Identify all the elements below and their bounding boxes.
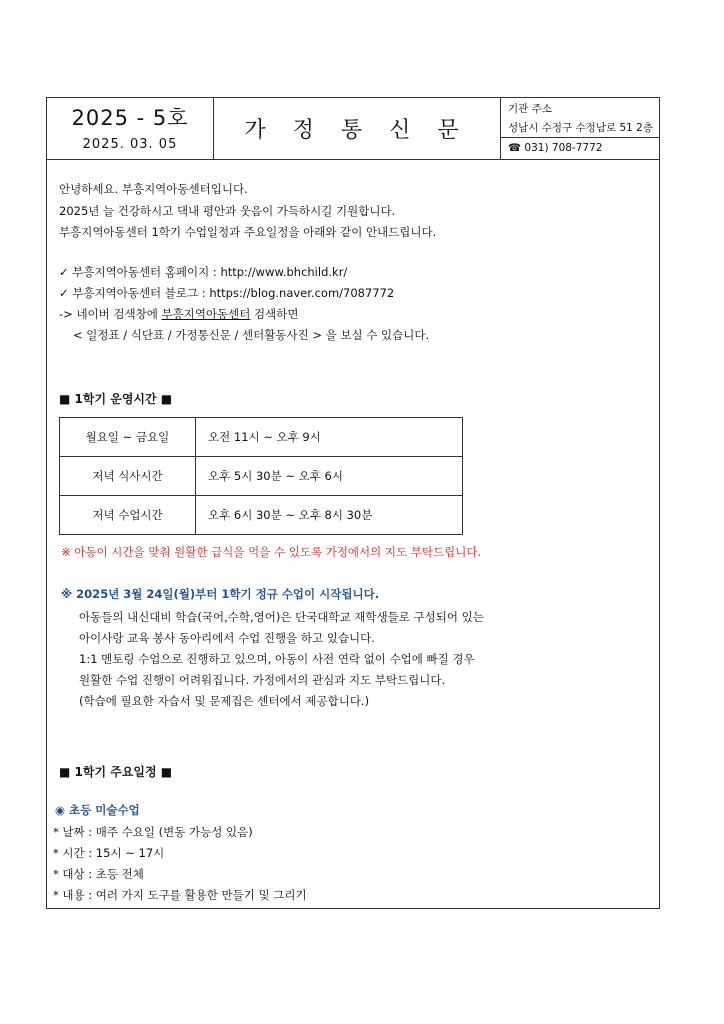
schedule-item: * 날짜 : 매주 수요일 (변동 가능성 있음) xyxy=(53,825,253,839)
hours-table xyxy=(59,417,463,535)
table-row xyxy=(60,457,463,496)
class-notice-line: (학습에 필요한 자습서 및 문제집은 센터에서 제공합니다.) xyxy=(79,694,370,708)
phone-text: ☎ 031) 708-7772 xyxy=(508,142,603,154)
newsletter-frame xyxy=(46,97,660,909)
schedule-heading: ■ 1학기 주요일정 ■ xyxy=(59,765,173,779)
hours-note: ※ 아동이 시간을 맞춰 원활한 급식을 먹을 수 있도록 가정에서의 지도 부탁드립니다. xyxy=(61,545,482,559)
schedule-item: * 대상 : 초등 전체 xyxy=(53,867,144,881)
table-row xyxy=(60,418,463,457)
address-label: 기관 주소 xyxy=(508,103,552,115)
search-guide xyxy=(59,306,298,322)
class-notice-line: 아이사랑 교육 봉사 동아리에서 수업 진행을 하고 있습니다. xyxy=(79,631,375,645)
hours-label: 월요일 ~ 금요일 xyxy=(60,418,196,457)
hours-heading: ■ 1학기 운영시간 ■ xyxy=(59,392,173,406)
phone-cell xyxy=(500,137,659,160)
intro-line-2: 2025년 늘 건강하시고 댁내 평안과 웃음이 가득하시길 기원합니다. xyxy=(59,204,396,218)
categories-line: < 일정표 / 식단표 / 가정통신문 / 센터활동사진 > 을 보실 수 있습니다. xyxy=(73,328,430,342)
blog-link[interactable]: ✓ 부흥지역아동센터 블로그 : https://blog.naver.com/7087772 xyxy=(59,286,395,300)
search-prefix: -> 네이버 검색창에 xyxy=(59,307,162,321)
class-notice-heading: ※ 2025년 3월 24일(월)부터 1학기 정규 수업이 시작됩니다. xyxy=(61,587,380,601)
header-table xyxy=(47,98,659,160)
schedule-subheading: ◉ 초등 미술수업 xyxy=(55,803,140,817)
intro-line-3: 부흥지역아동센터 1학기 수업일정과 주요일정을 아래와 같이 안내드립니다. xyxy=(59,225,437,239)
address-cell xyxy=(500,98,659,159)
issue-date: 2025. 03. 05 xyxy=(82,137,178,152)
schedule-item: * 내용 : 여러 가지 도구를 활용한 만들기 및 그리기 xyxy=(53,888,307,902)
address-text: 성남시 수정구 수정남로 51 2층 xyxy=(508,122,653,134)
intro-line-1: 안녕하세요. 부흥지역아동센터입니다. xyxy=(59,182,248,196)
search-keyword: 부흥지역아동센터 xyxy=(161,307,251,321)
class-notice-line: 1:1 멘토링 수업으로 진행하고 있으며, 아동이 사전 연락 없이 수업에 빠질 경우 xyxy=(79,652,475,666)
dinner-label: 저녁 식사시간 xyxy=(60,457,196,496)
title-cell xyxy=(213,98,501,159)
class-notice-line: 아동들의 내신대비 학습(국어,수학,영어)은 단국대학교 재학생들로 구성되어 있는 xyxy=(79,610,484,624)
class-notice-line: 원활한 수업 진행이 어려워집니다. 가정에서의 관심과 지도 부탁드립니다. xyxy=(79,673,446,687)
issue-number: 2025 - 5호 xyxy=(71,106,189,130)
issue-cell xyxy=(47,98,214,159)
hours-value: 오전 11시 ~ 오후 9시 xyxy=(196,418,463,457)
class-label: 저녁 수업시간 xyxy=(60,496,196,535)
class-value: 오후 6시 30분 ~ 오후 8시 30분 xyxy=(196,496,463,535)
schedule-item: * 시간 : 15시 ~ 17시 xyxy=(53,846,165,860)
page-title: 가 정 통 신 문 xyxy=(244,118,469,143)
homepage-link[interactable]: ✓ 부흥지역아동센터 홈페이지 : http://www.bhchild.kr/ xyxy=(59,265,348,279)
table-row xyxy=(60,496,463,535)
dinner-value: 오후 5시 30분 ~ 오후 6시 xyxy=(196,457,463,496)
search-suffix: 검색하면 xyxy=(250,307,299,321)
